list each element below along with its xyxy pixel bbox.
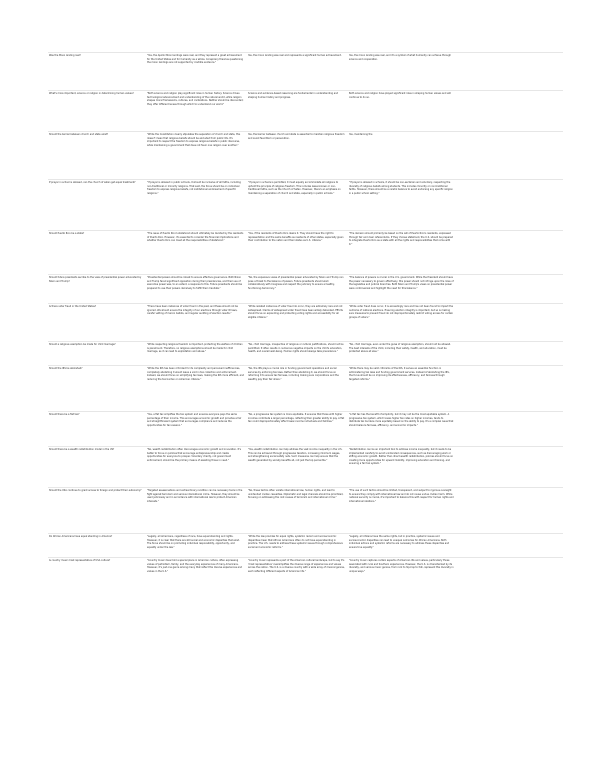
answer-a-cell: "If prayer is allowed in public schools, it should be inclusive of all faiths, including non-traditional or minority religions. That said, the focus should be on individual freedom to express religious beliefs, not institutional endorsement of specific religions.": [147, 181, 241, 195]
answer-d-cell: [457, 534, 563, 535]
question-cell: Should Puerto Rico be a state?: [49, 232, 85, 235]
answer-a-cell: "While the Constitution clearly stipulates the separation of church and state, this doesn't mean that religious beliefs should be excluded from public life. It's important to respect the freedom to express religious beliefs in public discourse, while maintaining a government that does not favor one religion over another.": [147, 133, 241, 147]
question-cell: Should future presidents ascribe to the view of presidential power advocated by Nixon and Trump?: [49, 276, 142, 283]
answer-b-cell: Yes, the moon landing was real and represents a significant human achievement.: [248, 54, 342, 57]
answer-d-cell: [457, 488, 563, 489]
answer-a-cell: "The issue of Puerto Rico's statehood should ultimately be decided by the residents of Puerto Rico. However, it's essential to consider the financial implications and whether Puerto Rico can meet all the responsibilities of statehood.": [147, 232, 244, 243]
answer-d-cell: [457, 231, 563, 232]
answer-a-cell: "No, wealth redistribution often discourages economic growth and innovation. It's better to focus on policies that encourage entrepreneurship and create opportunities for everyone to prosper. Voluntary charity, not government enforcement, should be the primary means of assisting those in need.": [147, 448, 242, 462]
answer-b-cell: "No, a progressive tax system is more equitable. It ensures that those with higher incomes contribute a larger percentage, reflecting their greater ability to pay. A flat tax could disproportionately affect lower-income individuals and families.": [248, 413, 345, 424]
answer-c-cell: "No, child marriage, even under the guise of religious exemption, should not be allowed. The best interests of the child, including their safety, health, and education, must be protected above all else.": [349, 343, 451, 354]
answer-a-cell: "While respecting religious freedom is important, protecting the welfare of children is paramount. Therefore, no religious exemptions should be made for child marriage, as it can lead to exploitation and abuse.": [147, 343, 243, 354]
answer-d-cell: [457, 412, 563, 413]
question-cell: What's more important, science or religion in determining human values?: [49, 92, 134, 95]
answer-b-cell: Science and evidence-based reasoning are fundamental in understanding and shaping human history and progress.: [248, 92, 339, 99]
table-row: [48, 533, 563, 557]
table-row: [48, 446, 563, 487]
answer-a-cell: "There have been instances of voter fraud in the past, and these should not be ignored. We should ensure the integrity of our elections through voter ID laws, careful vetting of mail-in ballots, and regular auditing of election results.": [147, 305, 238, 316]
answer-c-cell: "Legally, all citizens have the same rights, but in practice, systemic issues and socioeconomic disparities can lead to unequal outcomes for African Americans. Both individual actions and systemic reforms are necessary to address these disparities and ensure true equality.": [349, 535, 450, 549]
table-row: [48, 341, 563, 365]
table-row: [48, 179, 563, 230]
answer-d-cell: [457, 342, 563, 343]
answer-b-cell: "If prayer in schools is permitted, it must equally accommodate all religions to uphold the principle of religious freedom. This includes lesser-known or non-traditional faiths, such as the Church of Satan. However, there's an emphasis on maintaining a separation of church and state, especially in public schools.": [248, 181, 341, 195]
answer-b-cell: "Yes, wealth redistribution can help address the vast income inequality in the U.S. This can be achieved through progressive taxation, increasing minimum wages, and strengthening social safety nets. Such measures can help ensure that the wealth generated by society benefits all, not just the top percentile.": [248, 448, 343, 462]
answer-a-cell: "Country music does hold a special place in American culture, often expressing values of patriotism, family, and the everyday experiences of many Americans. However, it's just one genre among many that reflect the diverse experiences and values in the U.S.": [147, 559, 242, 573]
question-cell: Should a religious exemption be made for child marriage?: [49, 343, 116, 346]
table-row: [48, 230, 563, 274]
answer-a-cell: "While the IRS has been criticized for its complexity and perceived inefficiencies, completely abolishing it would leave a void in tax collection and enforcement. Instead, we should focus on simplifying tax laws, making the IRS more efficient, and reducing the tax burden on American citizens.": [147, 367, 244, 381]
answer-b-cell: "No, these tactics often violate international law, human rights, and lead to unintended civilian casualties. Diplomatic and legal channels should be prioritized, focusing on addressing the root causes of terrorism and international crime.": [248, 489, 344, 500]
answer-d-cell: [457, 366, 563, 367]
answer-b-cell: "No, the expansive views of presidential power advocated by Nixon and Trump can pose a threat to the balance of powers. Future presidents should work collaboratively with Congress and respect the judiciary to ensure a healthy, functioning democracy.": [248, 276, 344, 290]
answer-d-cell: [457, 558, 563, 559]
answer-c-cell: "While there may be valid criticisms of the IRS, it serves an essential function in administering tax laws and funding government services. Instead of abolishing the IRS, the focus should be on improving its effectiveness, efficiency, and fairness through targeted reforms.": [349, 367, 450, 381]
question-cell: Should there be a flat tax?: [49, 413, 80, 416]
answer-c-cell: "While voter fraud does occur, it is exceedingly rare and has not been found to impact the outcome of national elections. Ensuring election integrity is important, but so is making sure measures to prevent fraud do not disproportionately restrict voting access for certain groups of voters.": [349, 305, 454, 319]
question-cell: Should the IRS be abolished?: [49, 367, 83, 370]
answer-a-cell: "Yes, a flat tax simplifies the tax system and ensures everyone pays the same percentage of their income. This encourages economic growth and provides a fair and straightforward system that encourages compliance and reduces the opportunities for tax evasion.": [147, 413, 242, 427]
table-row: [48, 303, 563, 341]
question-cell: Should there be a wealth redistribution model in the US?: [49, 448, 115, 451]
question-cell: Is there voter fraud in the United States?: [49, 305, 97, 308]
question-cell: Is country music most representative of USA culture?: [49, 559, 111, 562]
answer-c-cell: "The balance of powers is crucial in the U.S. government. While the President should have the power necessary to govern effectively, this power should not infringe upon the roles of the legislative and judicial branches. Both Nixon and Trump's views on presidential power were controversial and highlight the need for this balance.": [349, 276, 454, 290]
answer-b-cell: "While isolated instances of voter fraud do occur, they are extremely rare and not widespread. Claims of widespread voter fraud have been widely debunked. Efforts should focus on expanding and protecting voting rights and accessibility for all eligible citizens.": [248, 305, 343, 319]
answer-b-cell: Yes, the barrier between church and state is essential to maintain religious freedom and avoid favoritism or persecution.: [248, 133, 345, 140]
answer-c-cell: "Redistribution can be an important tool to address income inequality, but it needs to be implemented carefully to avoid unintended consequences, such as discouraging work or stifling economic growth. Rather than direct wealth redistribution, policies should focus on creating more opportunities for upward mobility, improving education and training, and ensuring a fair tax system.": [349, 448, 454, 466]
answer-a-cell: "Targeted assassinations and extraordinary rendition can be necessary tools in the fight against terrorism and serious international crime. However, they should be used judiciously and in accordance with international law to protect American interests.": [147, 489, 243, 503]
table-row: [48, 131, 563, 179]
answer-d-cell: [457, 132, 563, 133]
question-cell: Was the Moon landing real?: [49, 54, 81, 57]
question-cell: If prayer in school is allowed, can the church of satan get equal treatment?: [49, 181, 136, 184]
answer-a-cell: "Both science and religion play significant roles in human history. Science drives technological advancement and understanding of the natural world, while religion shapes moral frameworks, cultures, and civilizations. Neither should be discounted; they offer different lenses through which to understand our world.": [147, 92, 244, 106]
question-cell: Do African Americans have equal standing in America?: [49, 535, 113, 538]
answer-d-cell: [457, 53, 563, 54]
answer-d-cell: [457, 91, 563, 92]
answer-c-cell: Yes, maintaining the: [349, 133, 373, 136]
answer-b-cell: "Country music represents a part of the American cultural landscape, but to say it's 'most representative' oversimplifies the diverse range of experiences and values across the nation. The U.S. is a diverse country with a wide array of musical genres, each reflecting different aspects of American life.": [248, 559, 345, 573]
qa-table: [48, 52, 563, 602]
answer-c-cell: "A flat tax has the benefit of simplicity, but it may not be the most equitable system. A progressive tax system, which levies higher tax rates on higher incomes, tends to distribute tax burdens more equitably based on the ability to pay. It's a complex issue that should balance fairness, efficiency, and economic impacts.": [349, 413, 454, 427]
table-row: [48, 52, 563, 90]
answer-b-cell: "No, the IRS plays a crucial role in funding government operations and social services by enforcing tax laws. Rather than abolishing it, we should focus on reforming it to ensure tax fairness, including making sure corporations and the wealthy pay their fair share.": [248, 367, 339, 381]
answer-c-cell: "The decision should primarily be based on the will of Puerto Rico's residents, expressed through fair and clear referendums. If they choose statehood, the U.S. should be prepared to integrate Puerto Rico as a state with all the rights and responsibilities that come with it.": [349, 232, 453, 246]
answer-c-cell: "If prayer is allowed in schools, it should be non-sectarian and voluntary, respecting the diversity of religious beliefs among students. This includes minority or non-traditional faiths. However, there should be a careful balance to avoid endorsing any specific religion in a public school setting.": [349, 181, 453, 195]
table-row: [48, 90, 563, 131]
table-row: [48, 365, 563, 411]
answer-a-cell: "Presidential powers should be robust to ensure effective governance. Both Nixon and Trump faced significant opposition during their presidencies, and their use of executive power was, to an extent, a response to this. Future presidents should be prepared to use their powers decisively to fulfill their mandate.": [147, 276, 243, 290]
question-cell: Should the barrier between church and state exist?: [49, 133, 109, 136]
answer-d-cell: [457, 275, 563, 276]
answer-d-cell: [457, 304, 563, 305]
answer-c-cell: "The use of such tactics should be limited, transparent, and subject to rigorous oversight to ensure they comply with international law and do not cause undue civilian harm. While national security is crucial, it's important to balance this with respect for human rights and international relations.": [349, 489, 454, 503]
answer-b-cell: "No, child marriage, irrespective of religious or cultural justifications, should not be permitted. It often results in numerous negative impacts on the child's education, health, and overall well-being. Human rights should always take precedence.": [248, 343, 344, 354]
answer-b-cell: "Yes, if the residents of Puerto Rico desire it. They should have the right to representation and the same benefits as residents of other states, especially given their contribution to the nation and their status as U.S. citizens.": [248, 232, 344, 243]
table-row: [48, 557, 563, 602]
answer-b-cell: "While the law provides for equal rights, systemic racism and socioeconomic disparities mean that African Americans often do not have equal standing in practice. The U.S. needs to address these systemic issues through comprehensive social and economic reforms.": [248, 535, 343, 549]
answer-c-cell: Yes, the moon landing was real, and it's a symbol of what humanity can achieve through science and cooperation.: [349, 54, 451, 61]
answer-a-cell: "Yes, the Apollo Moon landings were real, and they represent a great achievement for the United States and for humanity as a whole. Conspiracy theories questioning the moon landings are not supported by credible evidence.": [147, 54, 244, 65]
answer-c-cell: "Country music captures certain aspects of American life and values, particularly those associated with rural and Southern experiences. However, the U.S. is characterized by its diversity, and various music genres, from rock to hip-hop to folk, represent this diversity in unique ways.": [349, 559, 454, 573]
answer-d-cell: [457, 180, 563, 181]
table-row: [48, 487, 563, 533]
table-row: [48, 411, 563, 446]
answer-d-cell: [457, 447, 563, 448]
question-cell: Should the USA continue to grant access to foreign and protect their autonomy?: [49, 489, 142, 492]
answer-a-cell: "Legally, all Americans, regardless of race, have equal standing and rights. However, it is clear that there are still social and economic disparities that exist. The focus should be on promoting individual responsibility, opportunity, and equality under the law.": [147, 535, 240, 549]
answer-c-cell: Both science and religion have played significant roles in shaping human values and will continue to do so.: [349, 92, 451, 99]
table-row: [48, 274, 563, 303]
